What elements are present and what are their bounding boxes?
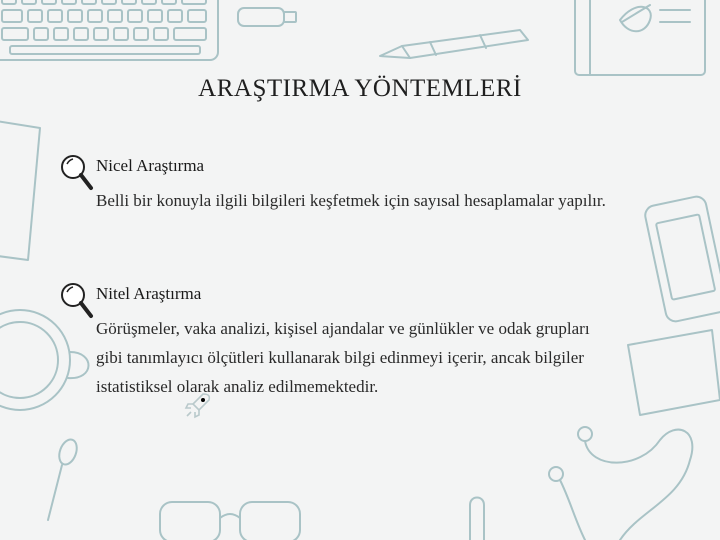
usb-stick-doodle xyxy=(238,8,296,26)
slide-title: ARAŞTIRMA YÖNTEMLERİ xyxy=(198,75,522,102)
section-heading: Nicel Araştırma xyxy=(96,156,205,175)
earphones-doodle xyxy=(549,427,692,540)
glasses-doodle xyxy=(160,502,300,540)
section-heading: Nitel Araştırma xyxy=(96,284,202,303)
magnifier-icon xyxy=(58,280,94,320)
phone-doodle xyxy=(643,195,720,323)
keyboard-doodle xyxy=(0,0,218,60)
notebook-doodle xyxy=(575,0,705,75)
spoon-doodle xyxy=(48,437,80,520)
section-body: Belli bir konuyla ilgili bilgileri keşfetmek için sayısal hesaplamalar yapılır. xyxy=(96,191,606,210)
magnifier-icon xyxy=(58,152,94,192)
sticky-note-doodle xyxy=(628,330,720,415)
tablet-doodle xyxy=(0,120,40,260)
rocket-icon xyxy=(183,390,213,420)
pen-doodle xyxy=(380,30,528,58)
section-body: Görüşmeler, vaka analizi, kişisel ajandalar ve günlükler ve odak grupları gibi tanımlayıcı ölçütleri kullanarak bilgi edinmeyi içerir, ancak bilgiler istatistiksel olarak analiz edilmemektedir. xyxy=(96,319,590,396)
coffee-cup-doodle xyxy=(0,310,89,410)
paper-clip-doodle xyxy=(470,498,484,540)
